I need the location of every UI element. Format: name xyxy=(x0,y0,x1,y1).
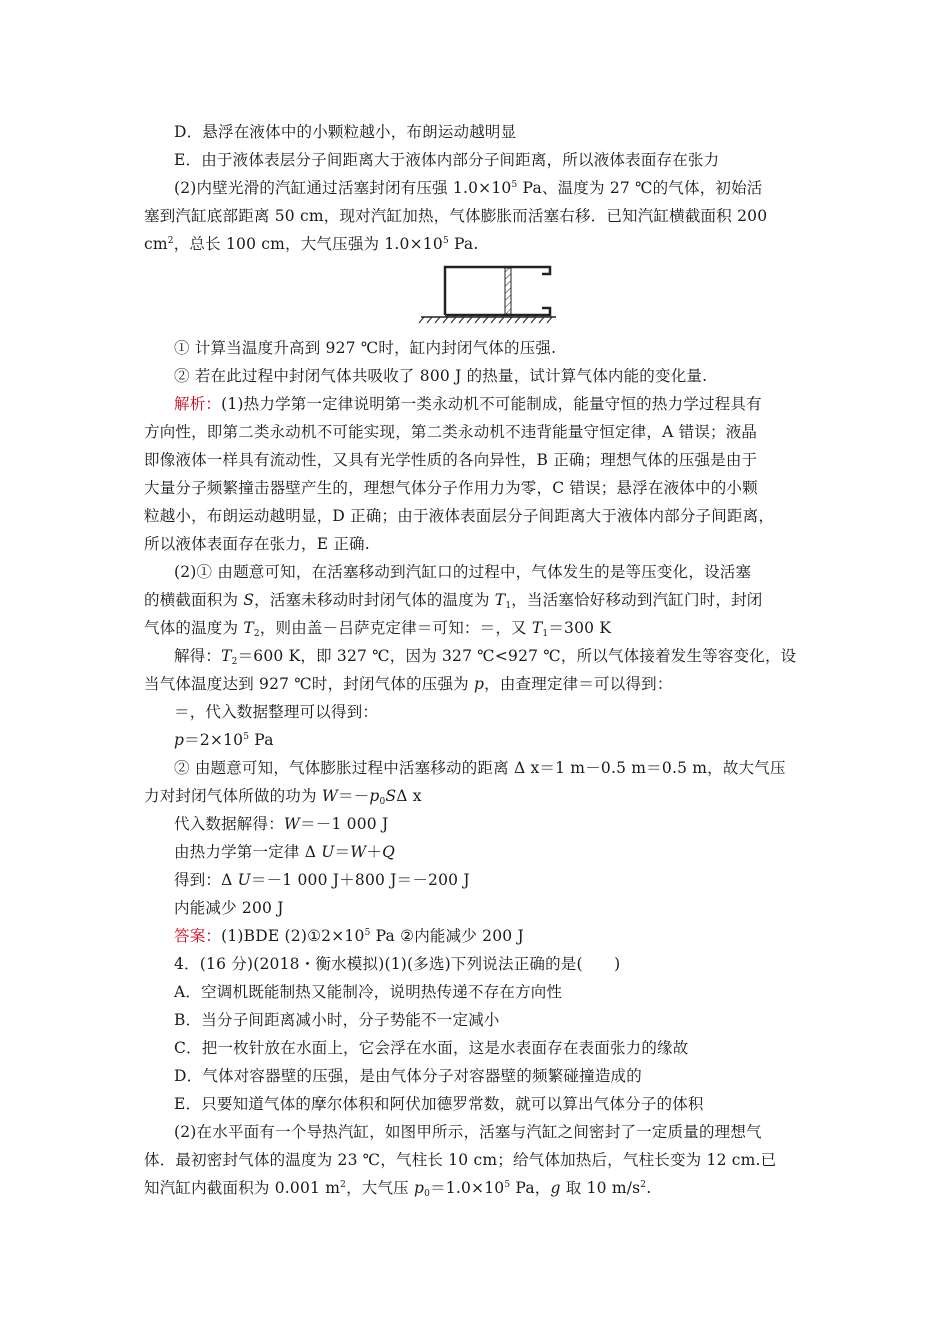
q4-option-d: D．气体对容器壁的压强，是由气体分子对容器壁的频繁碰撞造成的 xyxy=(174,1067,642,1085)
cylinder-wall-top xyxy=(445,267,550,315)
analysis-m6: ＝，代入数据整理可以得到： xyxy=(174,703,379,721)
analysis-n1: ② 由题意可知，气体膨胀过程中活塞移动的距离 Δ x＝1 m－0.5 m＝0.5 m，故大气压 xyxy=(174,759,786,777)
q4-part2-line2: 体．最初密封气体的温度为 23 ℃，气柱长 10 cm；给气体加热后，气柱长变为 12 cm.已 xyxy=(144,1151,777,1169)
analysis-line5: 粒越小，布朗运动越明显，D 正确；由于液体表面层分子间距离大于液体内部分子间距离， xyxy=(144,507,775,525)
analysis-line6: 所以液体表面存在张力，E 正确. xyxy=(144,535,370,553)
q3-subquestion-1: ① 计算当温度升高到 927 ℃时，缸内封闭气体的压强. xyxy=(174,339,557,357)
analysis-m1: (2)① 由题意可知，在活塞移动到汽缸口的过程中，气体发生的是等压变化，设活塞 xyxy=(174,563,752,581)
analysis-line3: 即像液体一样具有流动性，又具有光学性质的各向异性，B 正确；理想气体的压强是由于 xyxy=(144,451,758,469)
q3-subquestion-2: ② 若在此过程中封闭气体共吸收了 800 J 的热量，试计算气体内能的变化量. xyxy=(174,367,708,385)
analysis-m3: 气体的温度为 $T_2$，则由盖－吕萨克定律＝可知：＝，又 $T_1=300$ K xyxy=(144,619,612,639)
q3-part2-line2: 塞到汽缸底部距离 50 cm，现对汽缸加热，气体膨胀而活塞右移．已知汽缸横截面积 200 xyxy=(144,207,768,225)
q3-option-d: D．悬浮在液体中的小颗粒越小，布朗运动越明显 xyxy=(174,123,517,141)
q3-part2-line1: (2)内壁光滑的汽缸通过活塞封闭有压强 $1.0\times 10^5$ Pa、温度为 27 ℃的气体，初始活 xyxy=(174,179,763,197)
q4-part2-line1: (2)在水平面有一个导热汽缸，如图甲所示，活塞与汽缸之间密封了一定质量的理想气 xyxy=(174,1123,762,1141)
analysis-n6: 内能减少 200 J xyxy=(174,899,284,917)
q4-option-a: A．空调机既能制热又能制冷，说明热传递不存在方向性 xyxy=(174,983,563,1001)
answer-line: 答案：(1)BDE $(2)①2\times 10^5$ Pa ②内能减少 200 J xyxy=(174,927,524,945)
q3-option-e: E．由于液体表层分子间距离大于液体内部分子间距离，所以液体表面存在张力 xyxy=(174,151,720,169)
analysis-m2: 的横截面积为 S，活塞未移动时封闭气体的温度为 $T_1$，当活塞恰好移动到汽缸门时，封闭 xyxy=(144,591,763,611)
q4-option-c: C．把一枚针放在水面上，它会浮在水面，这是水表面存在表面张力的缘故 xyxy=(174,1039,689,1057)
piston xyxy=(505,268,511,314)
q3-part2-line3: $cm^2$，总长 100 cm，大气压强为 $1.0\times 10^5$ Pa. xyxy=(144,235,479,253)
cylinder-piston-figure xyxy=(418,260,558,330)
cylinder-wall-bottom xyxy=(445,308,550,315)
analysis-line2: 方向性，即第二类永动机不可能实现，第二类永动机不违背能量守恒定律，A 错误；液晶 xyxy=(144,423,758,441)
q4-part2-line3: 知汽缸内截面积为 0.001 $m^2$，大气压 $p_0=1.0\times 10^5$ Pa，g 取 10 $m/s^2$. xyxy=(144,1179,652,1199)
analysis-n4: 由热力学第一定律 Δ U＝W＋Q xyxy=(174,843,395,861)
analysis-n3: 代入数据解得：W＝－1 000 J xyxy=(174,815,389,833)
analysis-label: 解析： xyxy=(174,395,222,413)
answer-label: 答案： xyxy=(174,927,222,945)
analysis-n5: 得到：Δ U＝－1 000 J＋800 J＝－200 J xyxy=(174,871,470,889)
analysis-line1: 解析：(1)热力学第一定律说明第一类永动机不可能制成，能量守恒的热力学过程具有 xyxy=(174,395,762,413)
analysis-line4: 大量分子频繁撞击器壁产生的，理想气体分子作用力为零，C 错误；悬浮在液体中的小颗 xyxy=(144,479,758,497)
ground-hatching xyxy=(419,317,552,323)
q4-heading: 4．(16 分)(2018・衡水模拟)(1)(多选)下列说法正确的是( ) xyxy=(174,955,621,973)
q4-option-e: E．只要知道气体的摩尔体积和阿伏加德罗常数，就可以算出气体分子的体积 xyxy=(174,1095,704,1113)
q4-option-b: B．当分子间距离减小时，分子势能不一定减小 xyxy=(174,1011,500,1029)
analysis-m5: 当气体温度达到 927 ℃时，封闭气体的压强为 p，由查理定律＝可以得到： xyxy=(144,675,673,693)
analysis-n2: 力对封闭气体所做的功为 $W=-p_0S\Delta$ x xyxy=(144,787,422,807)
analysis-m4: 解得：$T_2=600$ K，即 327 ℃，因为 327 ℃<927 ℃，所以气体接着发生等容变化，设 xyxy=(174,647,797,667)
analysis-m7: $p=2\times 10^5$ Pa xyxy=(174,731,274,749)
